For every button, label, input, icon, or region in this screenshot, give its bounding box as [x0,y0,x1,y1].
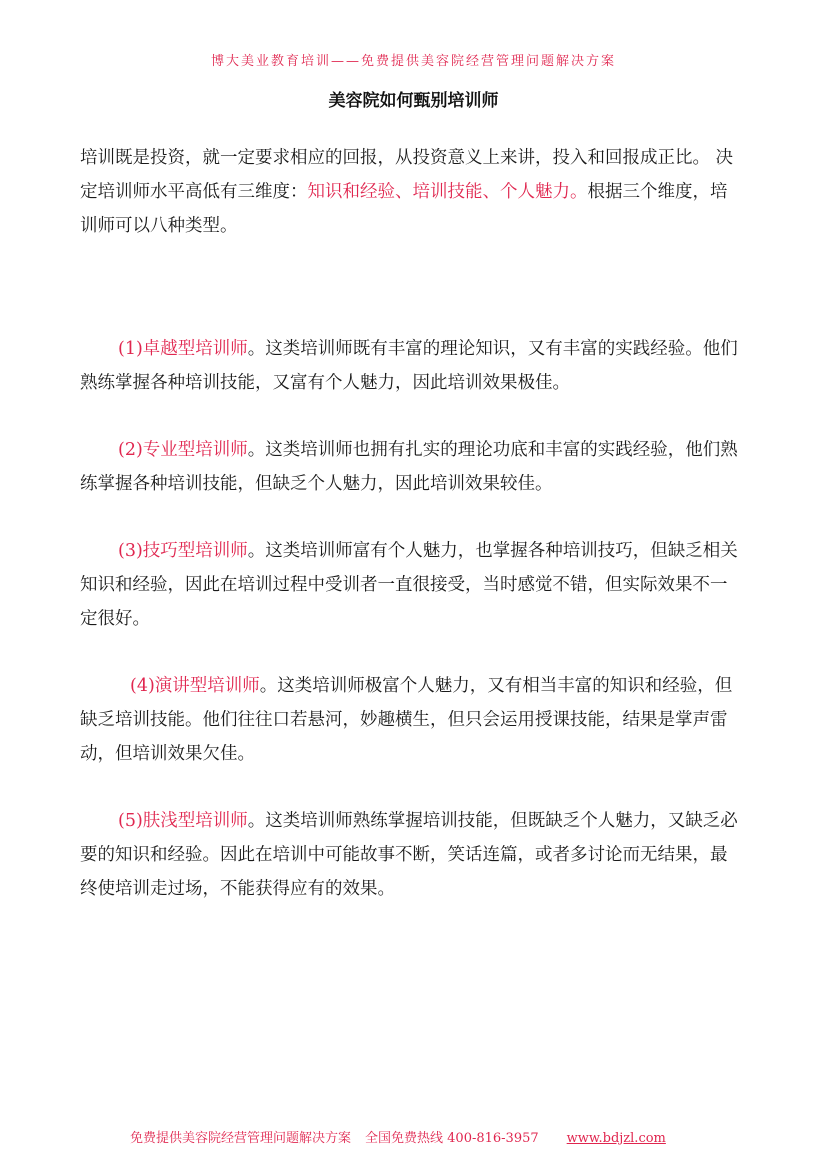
footer-hotline: 全国免费热线 400-816-3957 [365,1131,539,1146]
section-label: (2)专业型培训师 [118,440,248,460]
section-label: (3)技巧型培训师 [118,541,248,561]
section-paragraph [80,534,740,636]
section-paragraph [80,804,740,906]
intro-paragraph [80,141,740,243]
page-footer [130,1127,666,1146]
section-paragraph [80,433,740,501]
section-label: (5)肤浅型培训师 [118,811,248,831]
document-body [80,141,740,939]
section-paragraph [80,332,740,400]
section-text: 。这类培训师既有丰富的理论知识，又有丰富的实践经验。他们熟练掌握各种培训技能，又富有个人魅力，因此培训效果极佳。 [80,339,738,393]
intro-text: 培训既是投资，就一定要求相应的回报，从投资意义上来讲，投入和回报成正比。 决定培训师水平高低有三维度： [80,148,734,202]
footer-website-link[interactable]: www.bdjzl.com [566,1131,666,1146]
section-paragraph [80,669,740,771]
intro-text-after: 根据三个维度，培训师可以八种类型。 [80,182,728,236]
section-text: 。这类培训师极富个人魅力，又有相当丰富的知识和经验，但缺乏培训技能。他们往往口若悬河，妙趣横生，但只会运用授课技能，结果是掌声雷动，但培训效果欠佳。 [80,676,733,764]
page-title: 美容院如何甄别培训师 [328,91,499,111]
paragraph-spacer [80,243,740,332]
section-text: 。这类培训师富有个人魅力，也掌握各种培训技巧，但缺乏相关知识和经验，因此在培训过程中受训者一直很接受，当时感觉不错，但实际效果不一定很好。 [80,541,738,629]
intro-highlight: 知识和经验、培训技能、个人魅力。 [307,182,588,202]
section-label: (4)演讲型培训师 [130,676,260,696]
footer-tagline: 免费提供美容院经营管理问题解决方案 [130,1131,352,1146]
section-text: 。这类培训师熟练掌握培训技能，但既缺乏个人魅力，又缺乏必要的知识和经验。因此在培训中可能故事不断，笑话连篇，或者多讨论而无结果，最终使培训走过场，不能获得应有的效果。 [80,811,738,899]
section-label: (1)卓越型培训师 [118,339,248,359]
header-banner: 博大美业教育培训——免费提供美容院经营管理问题解决方案 [210,54,616,69]
section-text: 。这类培训师也拥有扎实的理论功底和丰富的实践经验，他们熟练掌握各种培训技能，但缺乏个人魅力，因此培训效果较佳。 [80,440,738,494]
